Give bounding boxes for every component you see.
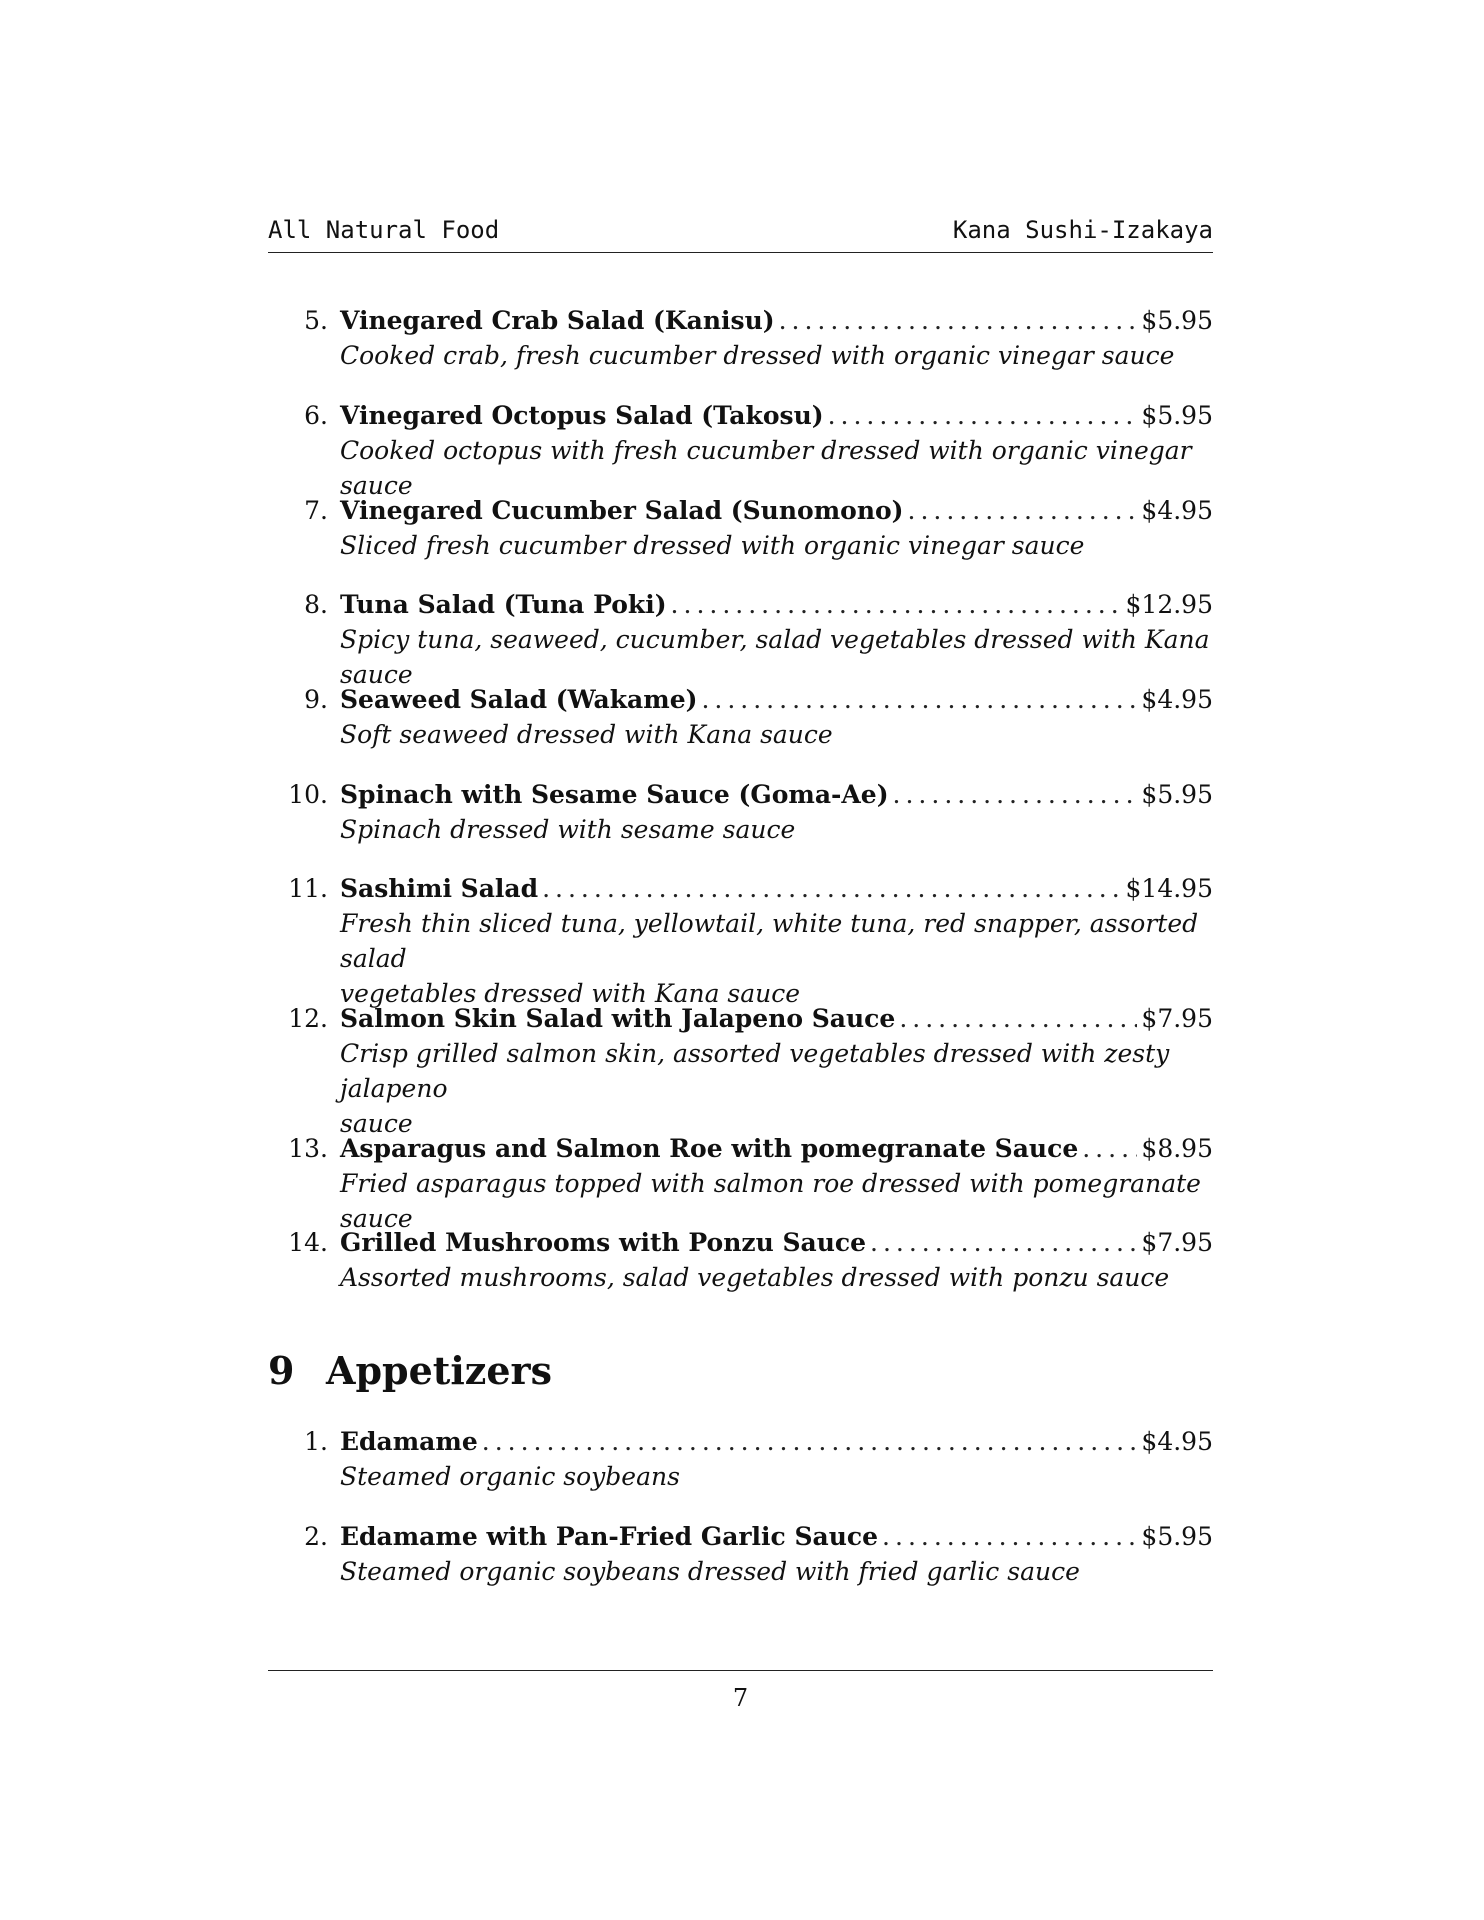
- leader-dots: [779, 303, 1138, 338]
- footer-rule: [268, 1670, 1213, 1671]
- item-number: 9.: [304, 685, 328, 714]
- menu-item: [268, 493, 1213, 563]
- item-price: $5.95: [1141, 780, 1213, 809]
- item-number: 6.: [304, 401, 328, 430]
- item-price: $7.95: [1141, 1228, 1213, 1257]
- item-name: Vinegared Cucumber Salad (Sunomono): [340, 496, 904, 525]
- menu-item: [268, 1001, 1213, 1141]
- menu-item: [268, 587, 1213, 692]
- item-description: Fresh thin sliced tuna, yellowtail, white tuna, red snapper, assorted salad: [340, 909, 1199, 973]
- leader-dots: [870, 1225, 1137, 1260]
- item-description: Soft seaweed dressed with Kana sauce: [340, 720, 833, 749]
- item-price: $4.95: [1141, 1427, 1213, 1456]
- item-number: 11.: [288, 874, 328, 903]
- menu-item: [268, 1424, 1213, 1494]
- menu-item: [268, 398, 1213, 503]
- item-description: vegetables dressed with Kana sauce: [340, 979, 801, 1008]
- menu-item: [268, 1131, 1213, 1236]
- running-header: [268, 216, 1213, 253]
- menu-item: [268, 682, 1213, 752]
- leader-dots: [701, 682, 1137, 717]
- item-description: Cooked crab, fresh cucumber dressed with organic vinegar sauce: [340, 341, 1175, 370]
- item-number: 1.: [304, 1427, 328, 1456]
- item-number: 13.: [288, 1134, 328, 1163]
- leader-dots: [893, 777, 1138, 812]
- item-price: $4.95: [1141, 496, 1213, 525]
- header-left-text: All Natural Food: [268, 216, 500, 244]
- leader-dots: [1082, 1131, 1137, 1166]
- item-number: 10.: [288, 780, 328, 809]
- menu-item: [268, 1225, 1213, 1295]
- menu-item: [268, 1519, 1213, 1589]
- item-number: 8.: [304, 590, 328, 619]
- item-price: $14.95: [1125, 874, 1213, 903]
- page-number: 7: [732, 1684, 749, 1712]
- item-description: Crisp grilled salmon skin, assorted vegetables dressed with zesty jalapeno: [340, 1039, 1170, 1103]
- header-right-text: Kana Sushi-Izakaya: [952, 216, 1213, 244]
- item-number: 5.: [304, 306, 328, 335]
- item-name: Edamame: [340, 1427, 478, 1456]
- item-name: Vinegared Crab Salad (Kanisu): [340, 306, 775, 335]
- item-name: Tuna Salad (Tuna Poki): [340, 590, 667, 619]
- menu-item: [268, 871, 1213, 1011]
- item-description: Fried asparagus topped with salmon roe dressed with pomegranate sauce: [340, 1169, 1201, 1233]
- leader-dots: [899, 1001, 1137, 1036]
- leader-dots: [908, 493, 1138, 528]
- item-name: Asparagus and Salmon Roe with pomegranate Sauce: [340, 1134, 1079, 1163]
- item-name: Grilled Mushrooms with Ponzu Sauce: [340, 1228, 867, 1257]
- leader-dots: [542, 871, 1121, 906]
- item-description: sauce: [340, 1109, 413, 1138]
- item-price: $4.95: [1141, 685, 1213, 714]
- item-description: Assorted mushrooms, salad vegetables dressed with ponzu sauce: [340, 1263, 1170, 1292]
- item-name: Vinegared Octopus Salad (Takosu): [340, 401, 824, 430]
- item-number: 7.: [304, 496, 328, 525]
- section-title: Appetizers: [326, 1348, 552, 1393]
- item-description: Cooked octopus with fresh cucumber dressed with organic vinegar sauce: [340, 436, 1192, 500]
- section-heading: [268, 1348, 552, 1393]
- item-price: $12.95: [1125, 590, 1213, 619]
- item-price: $5.95: [1141, 401, 1213, 430]
- item-description: Sliced fresh cucumber dressed with organic vinegar sauce: [340, 531, 1085, 560]
- item-price: $8.95: [1141, 1134, 1213, 1163]
- leader-dots: [882, 1519, 1137, 1554]
- section-number: 9: [268, 1348, 295, 1393]
- item-number: 2.: [304, 1522, 328, 1551]
- item-description: Steamed organic soybeans: [340, 1462, 680, 1491]
- leader-dots: [671, 587, 1122, 622]
- item-name: Sashimi Salad: [340, 874, 539, 903]
- item-name: Seaweed Salad (Wakame): [340, 685, 698, 714]
- item-price: $7.95: [1141, 1004, 1213, 1033]
- menu-item: [268, 777, 1213, 847]
- item-number: 14.: [288, 1228, 328, 1257]
- item-number: 12.: [288, 1004, 328, 1033]
- leader-dots: [828, 398, 1138, 433]
- item-description: Spinach dressed with sesame sauce: [340, 815, 796, 844]
- item-description: Steamed organic soybeans dressed with fried garlic sauce: [340, 1557, 1080, 1586]
- item-name: Salmon Skin Salad with Jalapeno Sauce: [340, 1004, 896, 1033]
- leader-dots: [482, 1424, 1138, 1459]
- item-name: Edamame with Pan-Fried Garlic Sauce: [340, 1522, 879, 1551]
- item-name: Spinach with Sesame Sauce (Goma-Ae): [340, 780, 889, 809]
- menu-item: [268, 303, 1213, 373]
- item-description: Spicy tuna, seaweed, cucumber, salad vegetables dressed with Kana sauce: [340, 625, 1210, 689]
- item-price: $5.95: [1141, 1522, 1213, 1551]
- item-price: $5.95: [1141, 306, 1213, 335]
